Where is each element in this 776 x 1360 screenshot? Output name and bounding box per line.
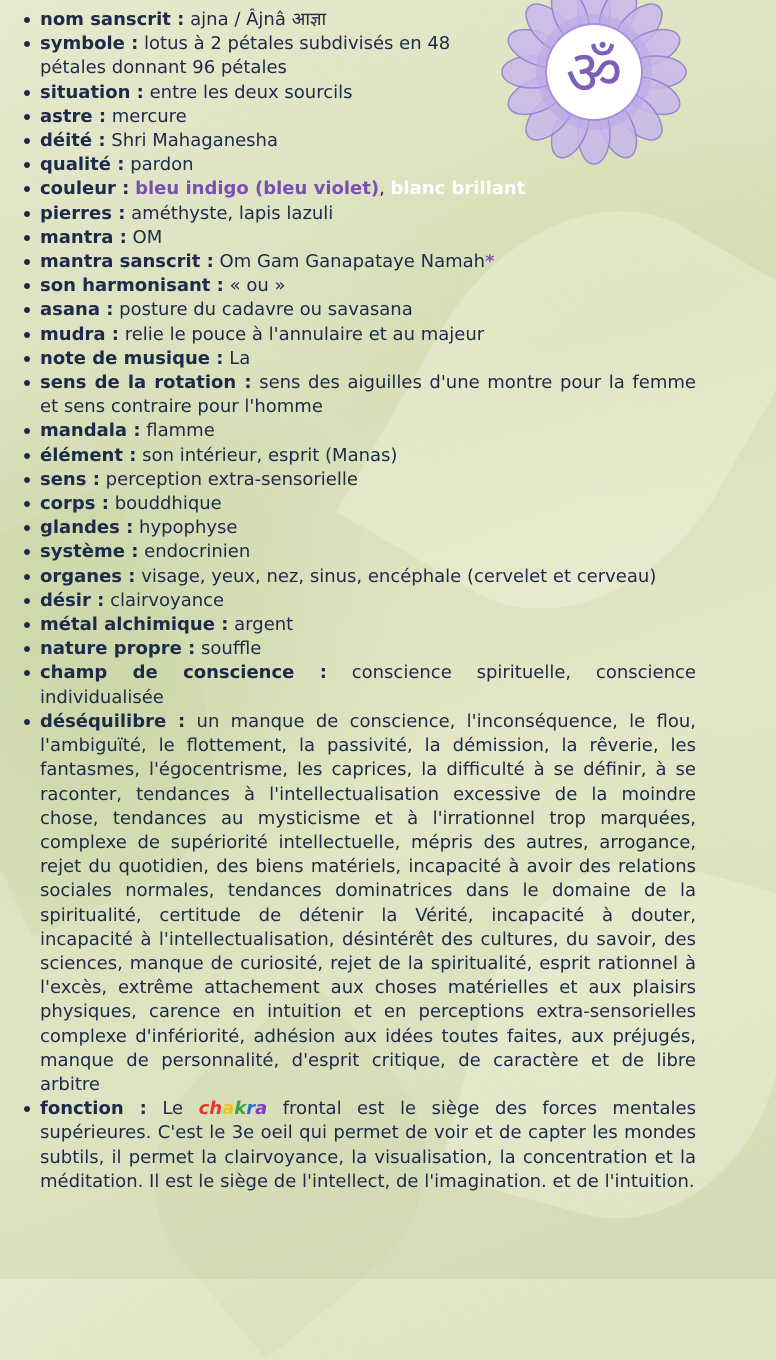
item-label: mantra : (40, 226, 127, 248)
item-label: son harmonisant : (40, 275, 224, 297)
list-item (0, 8, 776, 32)
item-value: La (229, 347, 251, 369)
item-label: nom sanscrit : (40, 9, 185, 30)
item-label: élément : (40, 444, 137, 466)
list-item (0, 613, 776, 637)
item-label: champ de conscience : (40, 662, 327, 684)
list-item (0, 202, 776, 226)
item-label: asana : (40, 299, 114, 321)
list-item (0, 1097, 776, 1194)
item-value: mercure (111, 105, 187, 127)
item-label: désir : (40, 589, 105, 611)
item-value: Shri Mahaganesha (111, 130, 278, 152)
item-label: mandala : (40, 420, 141, 442)
item-label: métal alchimique : (40, 614, 229, 636)
item-value: ajna / Âjnâ आज्ञा (190, 9, 327, 30)
list-item (0, 226, 776, 250)
item-value: relie le pouce à l'annulaire et au majeur (124, 323, 485, 345)
item-label: symbole : (40, 33, 139, 55)
chakra-letters: ch (198, 1098, 223, 1120)
item-label: glandes : (40, 517, 134, 539)
footnote-asterisk[interactable]: * (485, 251, 495, 273)
item-value: frontal est le siège des forces mentales supérieures. C'est le 3e oeil qui permet de voir et de capter les mondes subtils, il permet la clairvoyance, la visualisation, la concentration et la méditation. Il est le siège de l'intellect, de l'imagination. et de l'intuition. (40, 1098, 696, 1192)
item-label: déséquilibre : (40, 710, 186, 732)
item-label: mudra : (40, 323, 119, 345)
item-value: hypophyse (139, 517, 238, 539)
item-label: système : (40, 541, 139, 563)
list-item (0, 323, 776, 347)
list-item (0, 419, 776, 443)
list-item (0, 177, 776, 201)
item-value: Om Gam Ganapataye Namah (219, 251, 486, 273)
list-item (0, 81, 776, 105)
item-label: note de musique : (40, 347, 224, 369)
item-value: argent (234, 614, 294, 636)
item-value: Le (162, 1098, 184, 1120)
list-item (0, 274, 776, 298)
item-label: fonction : (40, 1098, 147, 1120)
chakra-letters: a (255, 1098, 268, 1120)
list-item (0, 565, 776, 589)
item-label: qualité : (40, 154, 125, 176)
item-value: clairvoyance (110, 589, 225, 611)
item-value: perception extra-sensorielle (105, 468, 358, 490)
list-item (0, 32, 776, 80)
item-label: situation : (40, 81, 144, 103)
chakra-letters: a (222, 1098, 235, 1120)
item-value: sens des aiguilles d'une montre pour la femme et sens contraire pour l'homme (40, 372, 696, 418)
list-item (0, 153, 776, 177)
color-white: blanc brillant (390, 178, 526, 200)
list-item (0, 540, 776, 564)
list-item (0, 250, 776, 274)
list-item (0, 516, 776, 540)
item-label: sens de la rotation : (40, 372, 252, 394)
item-label: pierres : (40, 202, 126, 224)
list-item (0, 371, 776, 419)
item-value: souffle (201, 638, 262, 660)
item-value: « ou » (229, 275, 286, 297)
item-value: bouddhique (114, 493, 222, 515)
chakra-info (0, 8, 776, 1194)
item-label: organes : (40, 565, 136, 587)
list-item (0, 298, 776, 322)
list-item (0, 105, 776, 129)
chakra-link[interactable] (199, 1098, 268, 1119)
item-value: pardon (130, 154, 194, 176)
chakra-letters: r (246, 1098, 256, 1120)
list-item (0, 637, 776, 661)
list-item (0, 468, 776, 492)
item-label: astre : (40, 105, 107, 127)
list-item (0, 129, 776, 153)
list-item (0, 661, 776, 709)
item-label: nature propre : (40, 638, 196, 660)
item-value: visage, yeux, nez, sinus, encéphale (cervelet et cerveau) (141, 565, 657, 587)
color-separator: , (379, 178, 385, 200)
item-label: déité : (40, 130, 106, 152)
item-label: couleur : (40, 178, 130, 200)
item-value: lotus à 2 pétales subdivisés en 48 pétales donnant 96 pétales (40, 33, 451, 79)
item-value: posture du cadavre ou savasana (119, 299, 413, 321)
list-item (0, 347, 776, 371)
list-item (0, 444, 776, 468)
item-label: sens : (40, 468, 100, 490)
color-indigo: bleu indigo (bleu violet) (135, 178, 380, 200)
chakra-letters: k (234, 1098, 247, 1120)
item-value: flamme (146, 420, 215, 442)
item-value: OM (132, 226, 163, 248)
item-value: endocrinien (144, 541, 251, 563)
item-value: son intérieur, esprit (Manas) (142, 444, 398, 466)
item-label: mantra sanscrit : (40, 251, 214, 273)
attribute-list (0, 8, 776, 1194)
list-item (0, 710, 776, 1097)
item-value: entre les deux sourcils (149, 81, 353, 103)
item-value: améthyste, lapis lazuli (131, 202, 334, 224)
item-value: un manque de conscience, l'inconséquence, le flou, l'ambiguïté, le flottement, la passivité, la démission, la rêverie, les fantasmes, l'égocentrisme, les caprices, la difficulté à se définir, à se raconter, tendances à l'intellectualisation excessive de la moindre chose, tendances au mysticisme et à l'irrationnel trop marquées, complexe de supériorité intellectuelle, mépris des autres, arrogance, rejet du quotidien, des biens matériels, incapacité à avoir des relations sociales normales, tendances dominatrices dans le domaine de la spiritualité, certitude de détenir la Vérité, incapacité à douter, incapacité à l'intellectualisation, désintérêt des cultures, du savoir, des sciences, manque de curiosité, rejet de la spiritualité, esprit rationnel à l'excès, extrême attachement aux choses matérielles et aux plaisirs physiques, carence en intuition et en perceptions extra-sensorielles complexe d'infériorité, adhésion aux idées toutes faites, aux préjugés, manque de personnalité, d'esprit critique, de caractère et de libre arbitre (40, 710, 696, 1095)
item-label: corps : (40, 493, 109, 515)
list-item (0, 589, 776, 613)
item-value: conscience spirituelle, conscience individualisée (40, 662, 696, 708)
list-item (0, 492, 776, 516)
om-symbol: ॐ (565, 36, 623, 109)
